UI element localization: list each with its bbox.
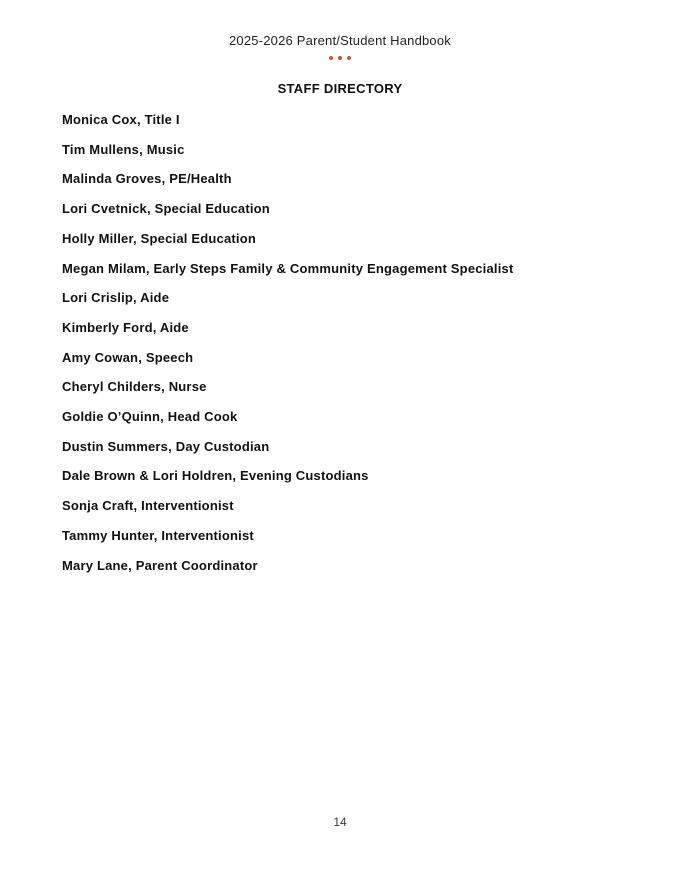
staff-entry: Mary Lane, Parent Coordinator <box>62 557 258 573</box>
staff-directory-list <box>62 105 680 580</box>
staff-entry: Tammy Hunter, Interventionist <box>62 527 254 543</box>
dot-icon <box>347 56 351 60</box>
section-title: STAFF DIRECTORY <box>277 81 403 96</box>
staff-entry: Lori Crislip, Aide <box>62 290 170 306</box>
staff-entry: Malinda Groves, PE/Health <box>62 171 232 187</box>
staff-entry: Goldie O’Quinn, Head Cook <box>62 409 238 425</box>
staff-entry: Dale Brown & Lori Holdren, Evening Custodians <box>62 468 369 484</box>
dot-icon <box>329 56 333 60</box>
page-footer <box>0 813 680 831</box>
staff-entry: Holly Miller, Special Education <box>62 230 257 246</box>
header-title: 2025-2026 Parent/Student Handbook <box>229 33 451 48</box>
staff-entry: Lori Cvetnick, Special Education <box>62 201 270 217</box>
page-number: 14 <box>333 815 347 829</box>
staff-entry: Cheryl Childers, Nurse <box>62 379 207 395</box>
staff-entry: Kimberly Ford, Aide <box>62 319 189 335</box>
staff-entry: Amy Cowan, Speech <box>62 349 194 365</box>
staff-entry: Monica Cox, Title I <box>62 112 180 127</box>
staff-entry: Dustin Summers, Day Custodian <box>62 438 270 454</box>
staff-entry: Tim Mullens, Music <box>62 141 185 157</box>
staff-entry: Sonja Craft, Interventionist <box>62 498 234 514</box>
dot-icon <box>338 56 342 60</box>
three-dots-divider-icon <box>0 55 680 60</box>
staff-entry: Megan Milam, Early Steps Family & Community Engagement Specialist <box>62 260 514 276</box>
document-header <box>0 33 680 60</box>
